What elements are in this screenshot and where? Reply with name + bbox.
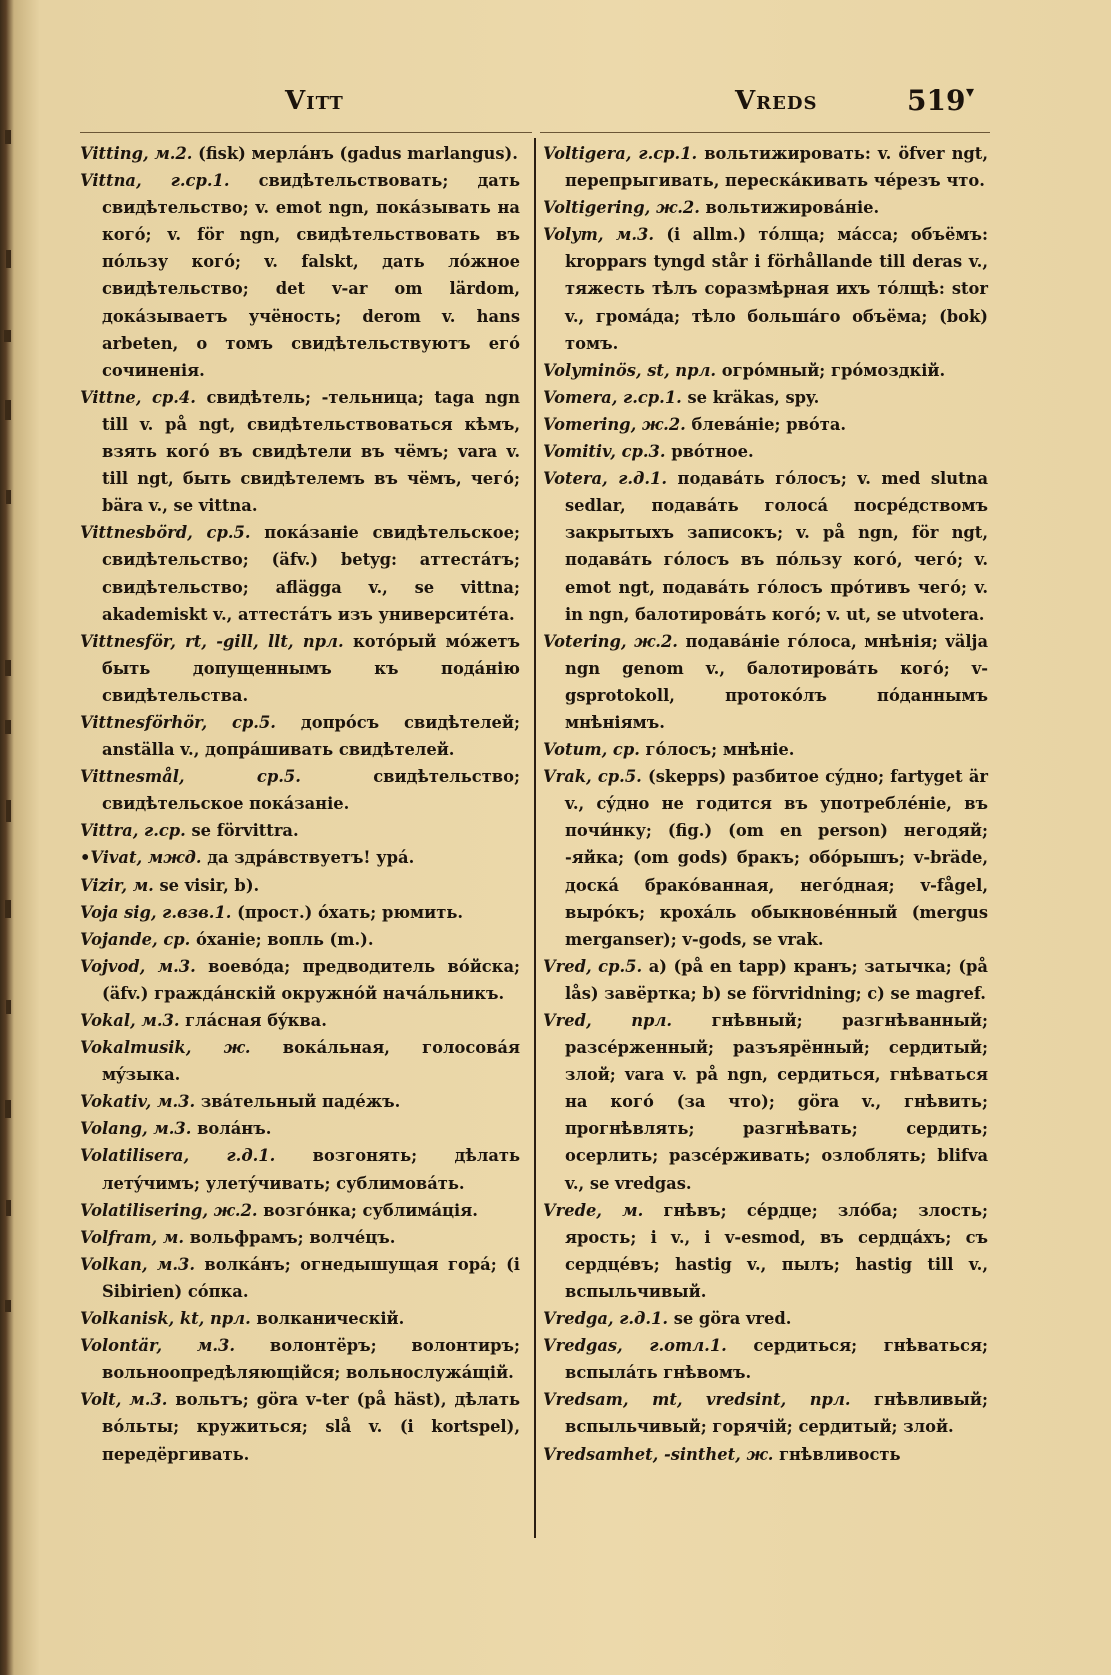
entry-definition: óханіе; вопль (m.).	[190, 929, 374, 949]
dictionary-entry	[543, 384, 988, 411]
header-rule-left	[80, 132, 532, 133]
dictionary-entry	[80, 1386, 520, 1467]
dictionary-entry	[543, 1197, 988, 1305]
entry-headword: Vredga, г.д.1.	[543, 1309, 669, 1329]
entry-headword: Vittna, г.ср.1.	[80, 171, 230, 191]
dictionary-entry	[543, 1007, 988, 1197]
dictionary-entry	[543, 465, 988, 628]
entry-headword: Vittra, г.ср.	[80, 821, 186, 841]
entry-definition: (fisk) мерлáнъ (gadus marlangus).	[192, 144, 518, 163]
entry-headword: Volkanisk, kt, прл.	[80, 1309, 251, 1329]
entry-definition: гнѣвливый; вспыльчивый; горячій; сердитый; злой.	[565, 1390, 988, 1437]
dictionary-entry	[543, 194, 988, 221]
dictionary-entry	[543, 221, 988, 356]
entry-definition: (i allm.) тóлща; мáсса; объёмъ: kroppars tyngd står i förhållande till deras v., тяжесть тѣлъ соразмѣрная ихъ тóлщѣ: stor v., громáда; тѣло большáго объёма; (bok) томъ.	[565, 225, 988, 353]
entry-definition: возгóнка; сублимáція.	[257, 1200, 478, 1220]
entry-headword: Vojande, ср.	[80, 929, 191, 949]
entry-headword: Vomera, г.ср.1.	[543, 387, 682, 407]
entry-headword: Vrak, ср.5.	[543, 767, 642, 787]
entry-definition: вольтижировáніе.	[699, 198, 880, 218]
dictionary-entry	[80, 1088, 520, 1115]
entry-definition: рвóтное.	[665, 442, 754, 462]
entry-definition: se förvittra.	[185, 821, 299, 841]
left-column	[80, 140, 520, 1468]
entry-headword: Vredgas, г.отл.1.	[543, 1336, 727, 1356]
dictionary-entry	[543, 953, 988, 1007]
dictionary-entry	[80, 953, 520, 1007]
entry-definition: (прост.) óхать; рюмить.	[231, 902, 464, 922]
dictionary-entry	[80, 899, 520, 926]
entry-headword: Votering, ж.2.	[543, 631, 678, 651]
page-header	[0, 80, 1111, 130]
entry-definition: гóлосъ; мнѣніе.	[639, 740, 795, 760]
entry-definition: допрóсъ свидѣтелей; anställa v., допрáшивать свидѣтелей.	[102, 712, 520, 760]
entry-definition: свидѣтель; -тельница; taga ngn till v. på ngt, свидѣтельствоваться кѣмъ, взять когó въ свидѣтели въ чёмъ; vara v. till ngt, быть свидѣтелемъ въ чёмъ, чегó; bära v., se vittna.	[102, 387, 520, 516]
dictionary-entry	[80, 1034, 520, 1088]
column-divider	[534, 138, 536, 1538]
entry-definition: гнѣвливость	[773, 1444, 901, 1464]
entry-definition: сердиться; гнѣваться; вспылáть гнѣвомъ.	[565, 1336, 988, 1383]
entry-headword: Vred, прл.	[543, 1011, 673, 1030]
entry-definition: подавáніе гóлоса, мнѣнія; välja ngn genom v., балотировáть когó; v-gsprotokoll, протокóлъ пóданнымъ мнѣніямъ.	[565, 631, 989, 732]
dictionary-entry	[80, 1007, 520, 1034]
dictionary-entry	[543, 1305, 988, 1332]
right-guide-word: Vreds	[735, 86, 818, 116]
entry-headword: Vred, ср.5.	[543, 956, 643, 976]
entry-definition: волканическій.	[250, 1309, 405, 1329]
dictionary-entry	[543, 1441, 988, 1468]
entry-headword: Votera, г.д.1.	[543, 469, 668, 489]
entry-headword: Vokalmusik, ж.	[80, 1038, 251, 1058]
entry-definition: огрóмный; грóмоздкій.	[716, 360, 946, 380]
dictionary-entry	[80, 1251, 520, 1305]
dictionary-entry	[80, 709, 520, 763]
dictionary-entry	[80, 1224, 520, 1251]
entry-headword: Vrede, м.	[543, 1200, 644, 1220]
entry-headword: Volyminös, st, прл.	[543, 360, 717, 380]
entry-headword: Vittnesmål, ср.5.	[80, 767, 301, 787]
dictionary-entry	[80, 1197, 520, 1224]
entry-definition: a) (på en tapp) кранъ; затычка; (på lås) завёртка; b) se förvridning; c) se magref.	[565, 956, 988, 1003]
entry-headword: Voja sig, г.взв.1.	[80, 902, 232, 922]
dictionary-entry	[543, 357, 988, 384]
entry-headword: Vitting, м.2.	[80, 144, 193, 163]
entry-definition: волáнъ.	[191, 1119, 272, 1139]
entry-headword: Volatilisera, г.д.1.	[80, 1146, 276, 1166]
entry-headword: Vittnesförhör, ср.5.	[80, 712, 276, 732]
entry-headword: Vittnesbörd, ср.5.	[80, 523, 251, 543]
entry-headword: Vredsam, mt, vredsint, прл.	[543, 1390, 851, 1410]
entry-definition: (skepps) разбитое сýдно; fartyget är v., сýдно не годится въ употреблéніе, въ почи́нку; (fig.) (om en person) негодяй; -яйка; (om gods) бракъ; обóрышъ; v-bräde, доскá бракóванная, негóдная; v-fågel, вырóкъ; крохáль обыкновéнный (mergus merganser); v-gods, se vrak.	[565, 767, 988, 949]
dictionary-entry	[80, 872, 520, 899]
entry-definition: волкáнъ; огнедышущая горá; (i Sibirien) сóпка.	[102, 1254, 520, 1301]
entry-definition: гнѣвный; разгнѣванный; разсéрженный; разъярённый; сердитый; злой; vara v. på ngn, сердиться, гнѣваться на когó (за что); göra v., гнѣвить; прогнѣвлять; разгнѣвать; сердить; осерлить; разсéрживать; озлоблять; blifva v., se vredgas.	[565, 1011, 988, 1193]
entry-headword: Vittnesför, rt, -gill, llt, прл.	[80, 631, 344, 651]
entry-definition: se göra vred.	[668, 1309, 792, 1329]
entry-definition: вольфрамъ; волчéцъ.	[184, 1227, 396, 1247]
entry-headword: Voltigera, г.ср.1.	[543, 144, 698, 163]
entry-headword: Volontär, м.3.	[80, 1336, 236, 1356]
entry-headword: Vomering, ж.2.	[543, 414, 686, 434]
left-guide-word: Vitt	[285, 86, 344, 116]
dictionary-entry	[543, 1386, 988, 1440]
right-column	[543, 140, 988, 1468]
entry-definition: глáсная бýква.	[179, 1011, 327, 1030]
entry-headword: Volatilisering, ж.2.	[80, 1200, 258, 1220]
entry-headword: Vokal, м.3.	[80, 1011, 180, 1030]
entry-definition: да здрáвствуетъ! урá.	[201, 848, 415, 868]
dictionary-entry	[80, 384, 520, 519]
entry-definition: покáзаніе свидѣтельское; свидѣтельство; (äfv.) betyg: аттестáтъ; свидѣтельство; aflägga v., se vittna; akademiskt v., аттестáтъ изъ университéта.	[102, 523, 520, 624]
entry-headword: Vomitiv, ср.3.	[543, 442, 666, 462]
dictionary-entry	[80, 1142, 520, 1196]
binding-edge-decoration	[2, 100, 16, 1400]
dictionary-entry	[80, 926, 520, 953]
dictionary-entry	[543, 438, 988, 465]
entry-headword: Vokativ, м.3.	[80, 1092, 196, 1112]
dictionary-entry	[80, 167, 520, 384]
entry-definition: возгонять; дѣлать летýчимъ; улетýчивать; сублимовáть.	[102, 1146, 521, 1193]
entry-definition: котóрый мóжетъ быть допущеннымъ къ подáнію свидѣтельства.	[102, 631, 521, 705]
dictionary-entry	[543, 411, 988, 438]
dictionary-entry	[80, 140, 520, 167]
entry-definition: свидѣтельство; свидѣтельское покáзаніе.	[102, 767, 520, 814]
dictionary-entry	[80, 519, 520, 627]
dictionary-entry	[543, 763, 988, 953]
entry-headword: Volang, м.3.	[80, 1119, 192, 1139]
entry-definition: вокáльная, голосовáя мýзыка.	[102, 1038, 520, 1085]
header-rule-right	[540, 132, 990, 133]
entry-headword: Volym, м.3.	[543, 225, 655, 245]
page-number: 519	[907, 84, 966, 117]
dictionary-entry	[80, 1332, 520, 1386]
entry-definition: звáтельный падéжъ.	[195, 1092, 401, 1112]
entry-headword: Voltigering, ж.2.	[543, 198, 700, 218]
entry-definition: гнѣвъ; сéрдце; злóба; злость; ярость; i v., i v-esmod, въ сердцáхъ; съ сердцéвъ; hastig v., пылъ; hastig till v., вспыльчивый.	[565, 1200, 989, 1301]
entry-headword: Volfram, м.	[80, 1227, 185, 1247]
entry-definition: вольтъ; göra v-ter (på häst), дѣлать вóльты; кружиться; slå v. (i kortspel), передёргивать.	[102, 1390, 520, 1464]
dictionary-entry	[80, 1305, 520, 1332]
entry-definition: вольтижировать: v. öfver ngt, перепрыгивать, перескáкивать чéрезъ что.	[565, 144, 988, 191]
dictionary-entry	[543, 736, 988, 763]
dictionary-entry	[80, 763, 520, 817]
dictionary-entry	[80, 817, 520, 844]
entry-definition: воевóда; предводитель вóйска; (äfv.) граждáнскій окружнóй начáльникъ.	[102, 956, 521, 1003]
dictionary-entry	[543, 628, 988, 736]
entry-definition: свидѣтельствовать; дать свидѣтельство; v. emot ngn, покáзывать на когó; v. för ngn, свидѣтельствовать въ пóльзу когó; v. falskt, дать лóжное свидѣтельство; det v-ar om lärdom, докáзываетъ учёность; derom v. hans arbeten, о томъ свидѣтельствуютъ егó сочиненія.	[102, 171, 520, 380]
dictionary-entry	[543, 1332, 988, 1386]
dictionary-entry	[543, 140, 988, 194]
entry-headword: Vizir, м.	[80, 875, 154, 895]
entry-headword: •Vivat, мжд.	[80, 848, 202, 868]
entry-definition: волонтёръ; волонтиръ; вольноопредѣляющійся; вольнослужáщій.	[102, 1336, 520, 1383]
entry-headword: Volt, м.3.	[80, 1390, 168, 1410]
entry-headword: Vittne, ср.4.	[80, 387, 196, 407]
entry-definition: se kräkas, spy.	[681, 387, 820, 407]
entry-definition: блевáніе; рвóта.	[685, 414, 847, 434]
entry-headword: Volkan, м.3.	[80, 1254, 196, 1274]
entry-headword: Vredsamhet, -sinthet, ж.	[543, 1444, 774, 1464]
entry-definition: se visir, b).	[153, 875, 260, 895]
printer-mark: ▾	[966, 82, 975, 101]
entry-headword: Votum, ср.	[543, 740, 640, 760]
dictionary-entry	[80, 628, 520, 709]
dictionary-entry	[80, 844, 520, 871]
entry-definition: подавáть гóлосъ; v. med slutna sedlar, подавáть голосá посрéдствомъ закрытыхъ запиcокъ; v. på ngn, för ngt, подавáть гóлосъ въ пóльзу когó, чегó; v. emot ngt, подавáть гóлосъ прóтивъ чегó; v. in ngn, балотировáть когó; v. ut, se utvotera.	[565, 469, 988, 624]
entry-headword: Vojvod, м.3.	[80, 956, 196, 976]
dictionary-entry	[80, 1115, 520, 1142]
